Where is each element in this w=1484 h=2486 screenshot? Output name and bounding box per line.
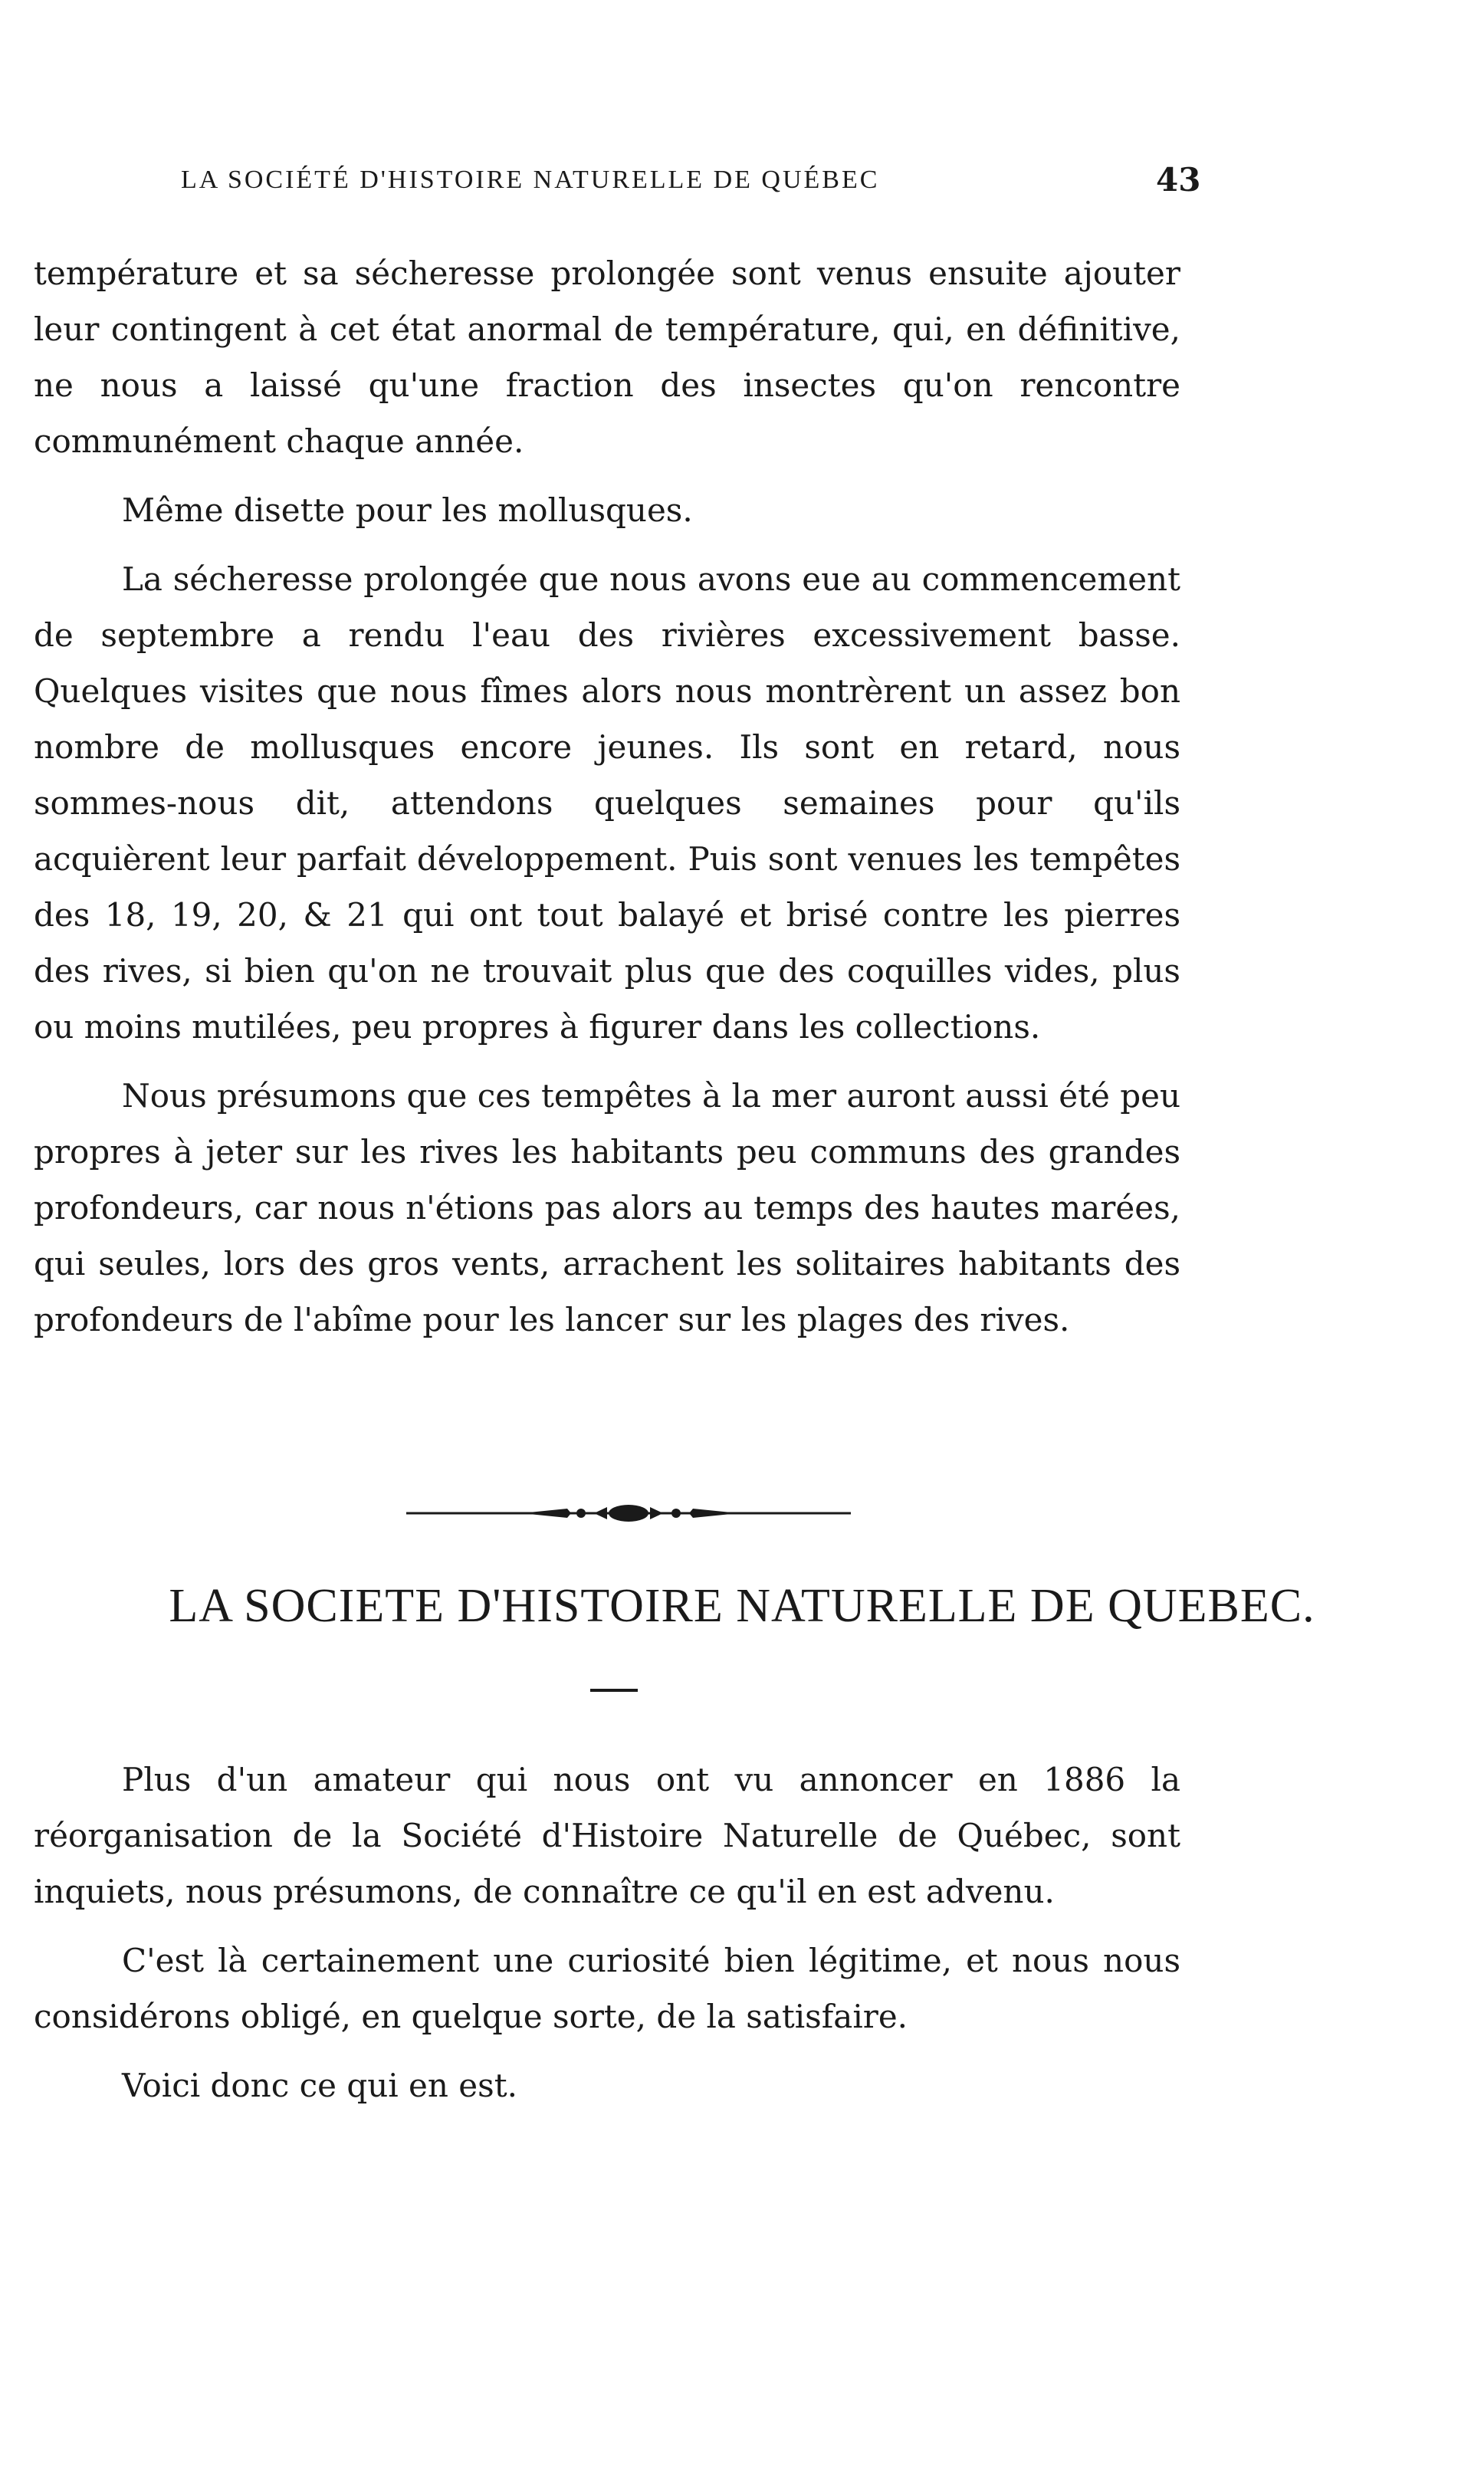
paragraph: Nous présumons que ces tempêtes à la mer auront aussi été peu propres à jeter sur les rives les habitants peu communs des grandes profondeurs, car nous n'étions pas alors au temps des hautes marées, qui seules, lors des gros vents, arrachent les solitaires habitants des profondeurs de l'abîme pour les lancer sur les plages des rives. — [34, 1077, 1180, 1338]
running-title: LA SOCIÉTÉ D'HISTOIRE NATURELLE DE QUÉBEC — [181, 166, 880, 194]
running-header — [0, 157, 1484, 203]
page-number: 43 — [1156, 161, 1201, 199]
paragraph: température et sa sécheresse prolongée sont venus ensuite ajouter leur contingent à cet état anormal de température, qui, en définitive, ne nous a laissé qu'une fraction des insectes qu'on rencontre communément chaque année. — [34, 255, 1180, 460]
section-title — [0, 1568, 1484, 1644]
paragraph: Même disette pour les mollusques. — [122, 491, 693, 529]
paragraph: C'est là certainement une curiosité bien légitime, et nous nous considérons obligé, en quelque sorte, de la satisfaire. — [34, 1942, 1180, 2035]
paragraph: La sécheresse prolongée que nous avons eue au commencement de septembre a rendu l'eau des rivières excessivement basse. Quelques visites que nous fîmes alors nous montrèrent un assez bon nombre de mollusques encore jeunes. Ils sont en retard, nous sommes-nous dit, attendons quelques semaines pour qu'ils acquièrent leur parfait développement. Puis sont venues les tempêtes des 18, 19, 20, & 21 qui ont tout balayé et brisé contre les pierres des rives, si bien qu'on ne trouvait plus que des coquilles vides, plus ou moins mutilées, peu propres à figurer dans les collections. — [34, 560, 1180, 1046]
paragraph: Plus d'un amateur qui nous ont vu annoncer en 1886 la réorganisation de la Société d'Histoire Naturelle de Québec, sont inquiets, nous présumons, de connaître ce qu'il en est advenu. — [34, 1761, 1180, 1910]
section-dash — [590, 1689, 638, 1692]
section-title-text: LA SOCIETE D'HISTOIRE NATURELLE DE QUEBEC. — [169, 1580, 1315, 1632]
ornamental-divider — [406, 1498, 851, 1529]
body-text-before-section — [34, 245, 1180, 1361]
section-body-text — [34, 1752, 1180, 2126]
paragraph: Voici donc ce qui en est. — [122, 2067, 517, 2104]
